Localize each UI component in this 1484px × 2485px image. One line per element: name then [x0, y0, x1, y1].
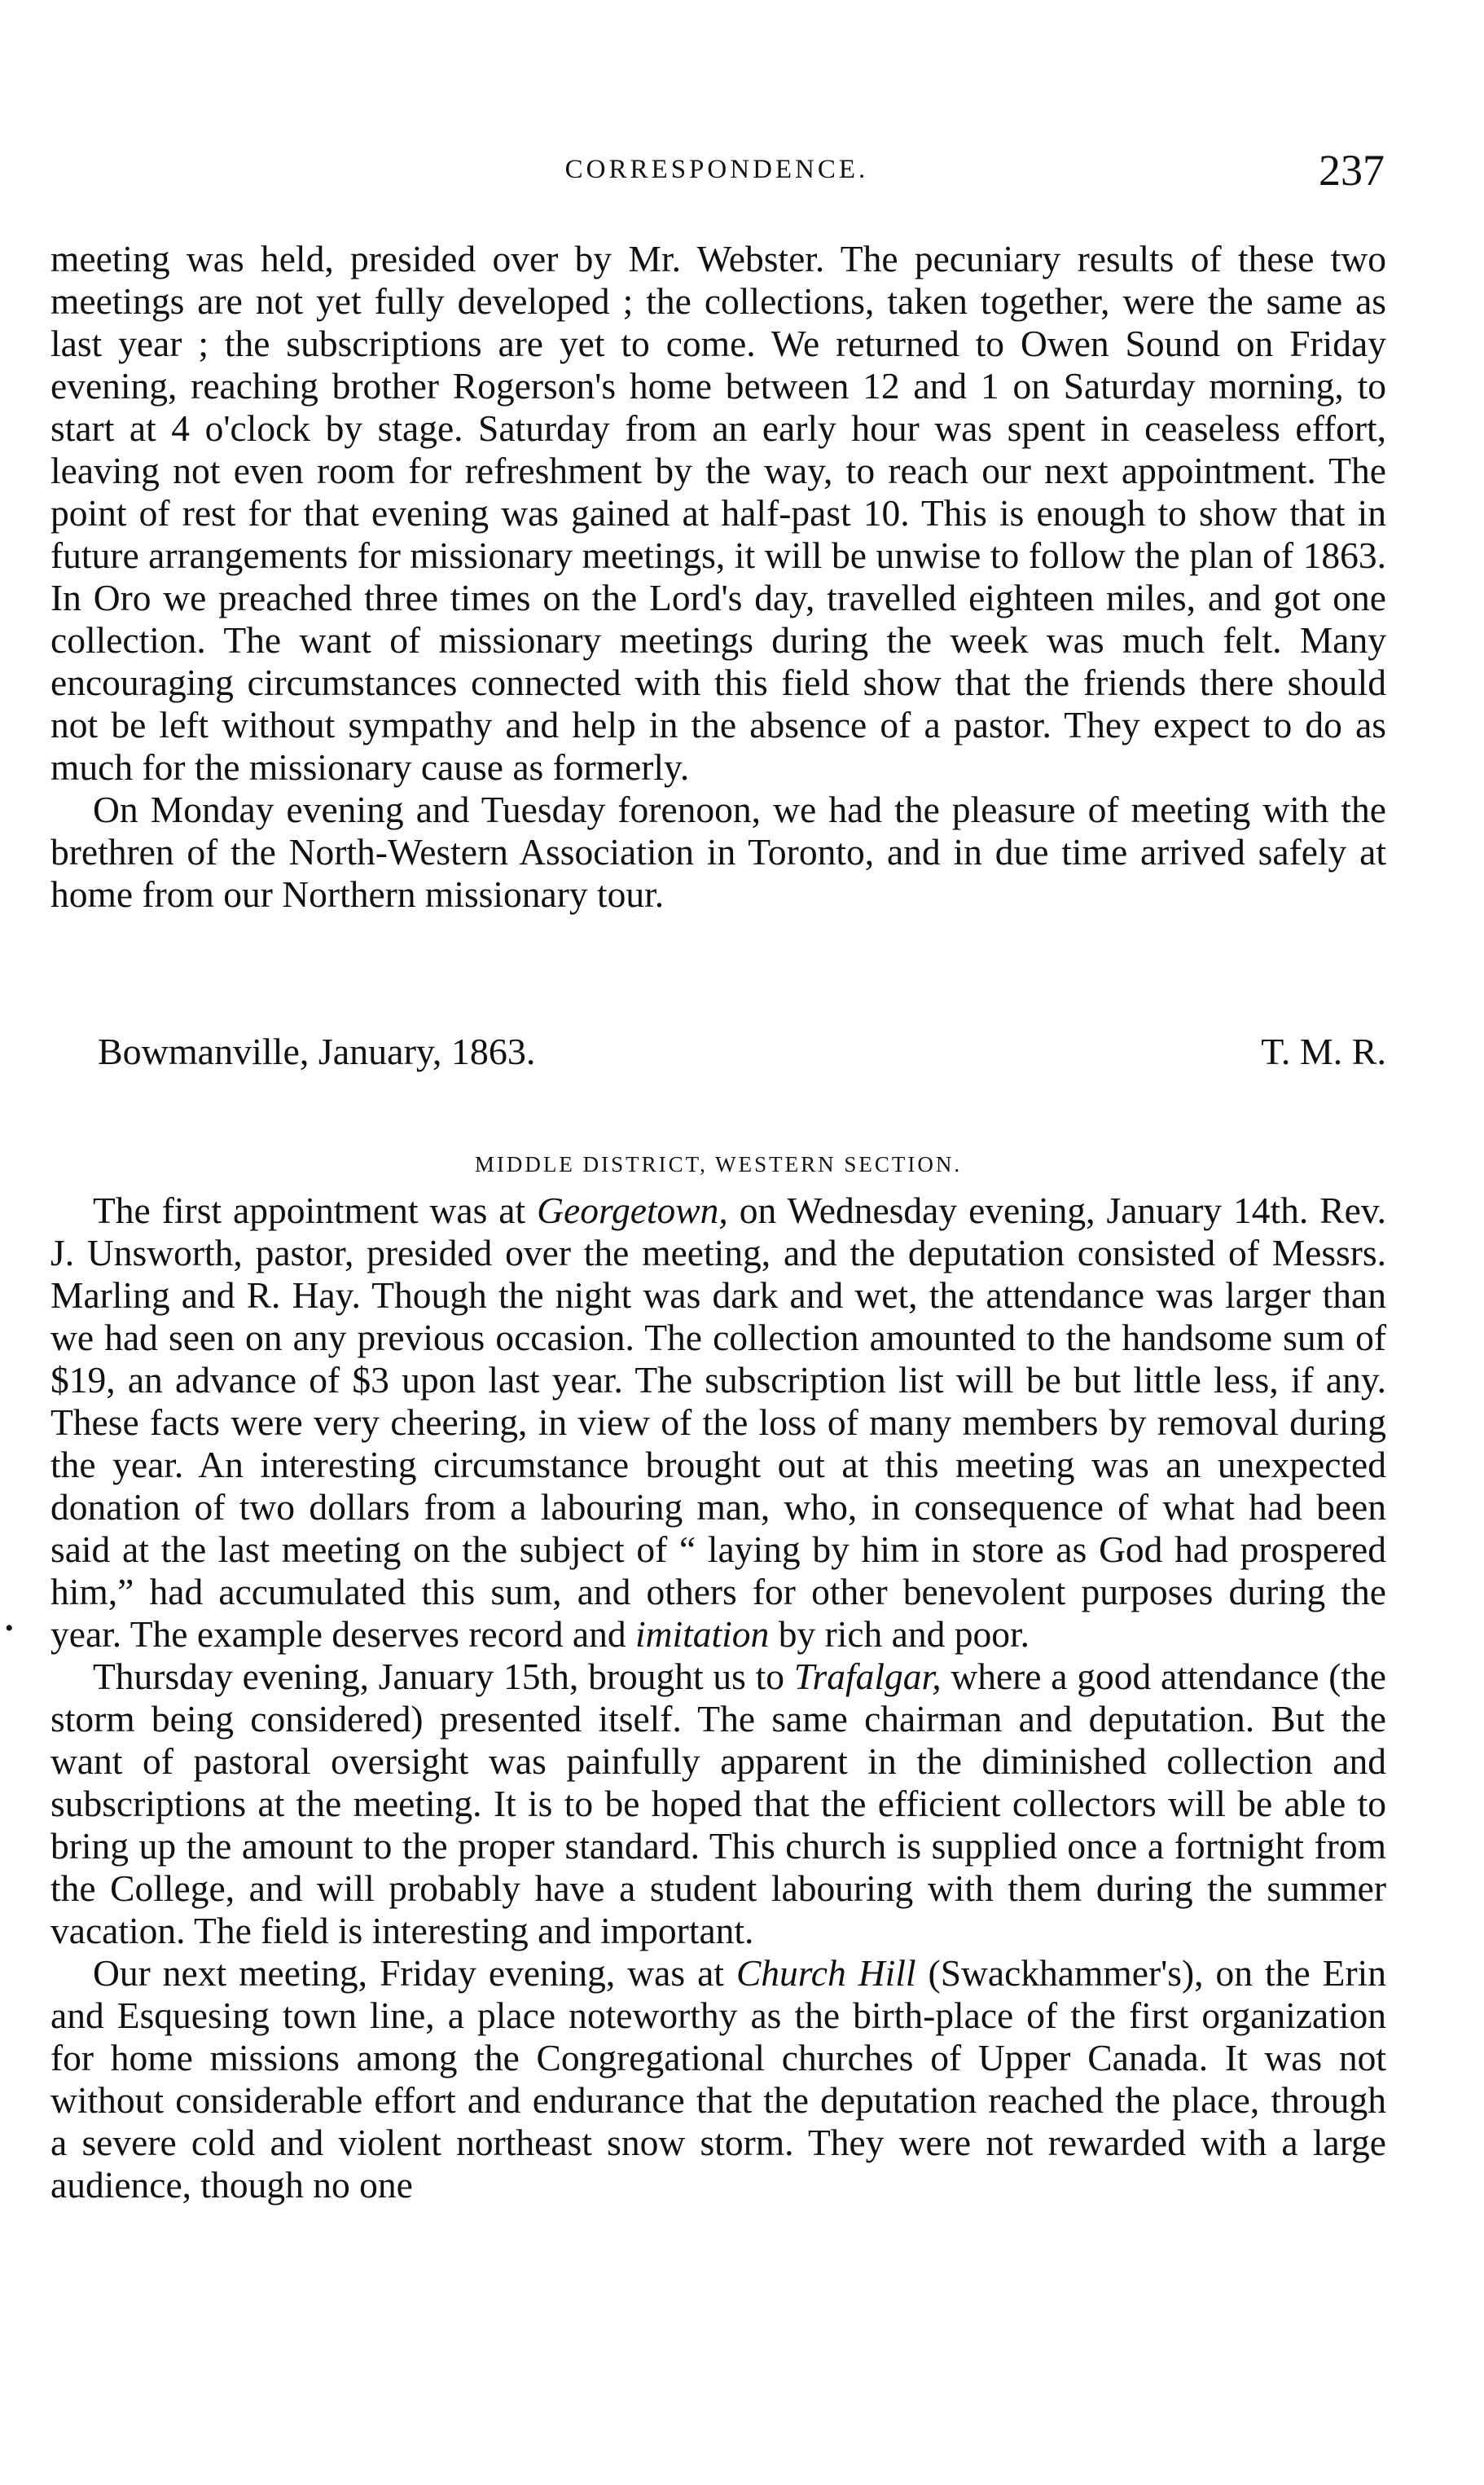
paragraph [50, 1656, 1386, 1952]
page-number: 237 [1319, 146, 1385, 195]
text-run: on Wednesday evening, January 14th. Rev. J. Unsworth, pastor, presided over the meeting, and the deputation consisted of Messrs. Marling and R. Hay. Though the night was dark and wet, the attendance was larger than we had seen on any previous occasion. The collection amounted to the handsome sum of $19, an advance of $3 upon last year. The subscription list will be but little less, if any. These facts were very cheering, in view of the loss of many members by removal during the year. An interesting circumstance brought out at this meeting was an unexpected donation of two dollars from a labouring man, who, in consequence of what had been said at the last meeting on the subject of “ laying by him in store as God had prospered him,” had accumulated this sum, and others for other benevolent purposes during the year. The example deserves record and [50, 1190, 1386, 1655]
correspondence-continued [50, 238, 1386, 916]
paragraph: On Monday evening and Tuesday forenoon, we had the pleasure of meeting with the brethren of the North-Western Association in Toronto, and in due time arrived safely at home from our Northern missionary tour. [50, 789, 1386, 915]
text-run: Thursday evening, January 15th, brought us to [93, 1656, 794, 1697]
author-initials: T. M. R. [1261, 1031, 1386, 1072]
middle-district-report [50, 1190, 1386, 2206]
text-run: The first appointment was at [93, 1190, 538, 1231]
margin-mark: • [5, 1615, 14, 1642]
text-run: where a good attendance (the storm being considered) presented itself. The same chairman and deputation. But the want of pastoral oversight was painfully apparent in the diminished collection and subscriptions at the meeting. It is to be hoped that the efficient collectors will be able to bring up the amount to the proper standard. This church is supplied once a fortnight from the College, and will probably have a student labouring with them during the summer vacation. The field is interesting and important. [50, 1656, 1387, 1951]
text-run: Our next meeting, Friday evening, was at [93, 1952, 736, 1994]
place-name: Church Hill [735, 1952, 916, 1994]
signature-line [98, 1031, 1386, 1076]
emphasis: imitation [634, 1613, 770, 1655]
running-head [49, 145, 1385, 202]
paragraph [50, 1190, 1386, 1656]
text-run: (Swackhammer's), on the Erin and Esquesing town line, a place noteworthy as the birth-place of the first organization for home missions among the Congregational churches of Upper Canada. It was not without considerable effort and endurance that the deputation reached the place, through a severe cold and violent northeast snow storm. They were not rewarded with a large audience, though no one [50, 1952, 1386, 2206]
paragraph [50, 1952, 1386, 2206]
text-run: by rich and poor. [769, 1613, 1030, 1655]
section-heading: MIDDLE DISTRICT, WESTERN SECTION. [474, 1152, 963, 1177]
place-name: Georgetown, [537, 1190, 728, 1231]
dateline-place: Bowmanville, January, 1863. [98, 1031, 536, 1072]
paragraph: meeting was held, presided over by Mr. Webster. The pecuniary results of these two meetings are not yet fully developed ; the collections, taken together, were the same as last year ; the subscriptions are yet to come. We returned to Owen Sound on Friday evening, reaching brother Rogerson's home between 12 and 1 on Saturday morning, to start at 4 o'clock by stage. Saturday from an early hour was spent in ceaseless effort, leaving not even room for refreshment by the way, to reach our next appointment. The point of rest for that evening was gained at half-past 10. This is enough to show that in future arrangements for missionary meetings, it will be unwise to follow the plan of 1863. In Oro we preached three times on the Lord's day, travelled eighteen miles, and got one collection. The want of missionary meetings during the week was much felt. Many encouraging circumstances connected with this field show that the friends there should not be left without sympathy and help in the absence of a pastor. They expect to do as much for the missionary cause as formerly. [50, 238, 1386, 788]
running-title: CORRESPONDENCE. [564, 155, 869, 184]
place-name: Trafalgar, [793, 1656, 942, 1697]
